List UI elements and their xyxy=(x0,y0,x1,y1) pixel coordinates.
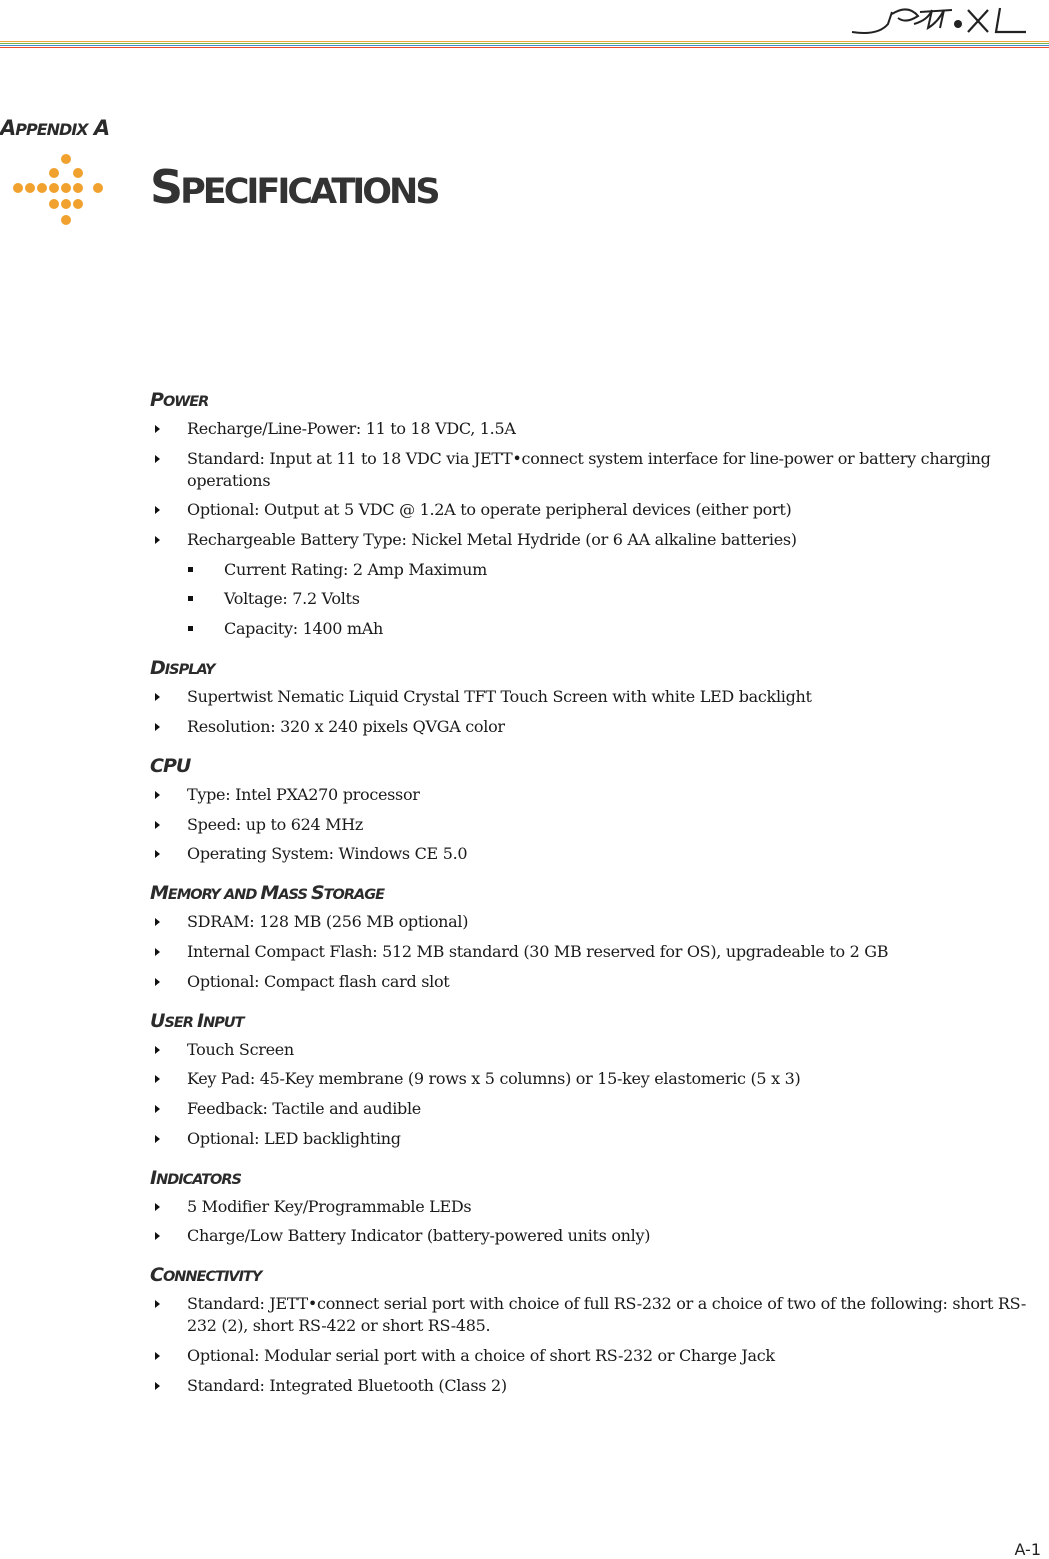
header-stripe xyxy=(0,45,1049,46)
list-item-text: Recharge/Line-Power: 11 to 18 VDC, 1.5A xyxy=(187,419,516,438)
heading-rest: ONNECTIVITY xyxy=(162,1269,262,1286)
memory-list xyxy=(150,911,1040,992)
specifications-content xyxy=(150,382,1040,1407)
list-item xyxy=(150,911,1040,933)
bullet-arrow-icon xyxy=(155,506,160,514)
connectivity-list xyxy=(150,1293,1040,1396)
bullet-square-icon xyxy=(188,596,193,601)
user-input-list xyxy=(150,1039,1040,1150)
heading-rest: ISPLAY xyxy=(164,662,215,679)
bullet-arrow-icon xyxy=(155,1300,160,1308)
list-item xyxy=(150,1039,1040,1061)
sub-list-item xyxy=(150,559,1040,581)
bullet-arrow-icon xyxy=(155,723,160,731)
list-item-text: Rechargeable Battery Type: Nickel Metal Hydride (or 6 AA alkaline batteries) xyxy=(187,530,797,550)
list-item xyxy=(150,941,1040,963)
heading-initial: CPU xyxy=(150,754,191,777)
list-item-text: Optional: LED backlighting xyxy=(187,1128,401,1148)
page-number: A-1 xyxy=(1014,1540,1041,1559)
bullet-arrow-icon xyxy=(155,455,160,463)
bullet-arrow-icon xyxy=(155,536,160,544)
list-item xyxy=(150,971,1040,993)
page-title xyxy=(150,160,438,214)
list-item-text: Optional: Compact flash card slot xyxy=(187,971,450,991)
power-list xyxy=(150,418,1040,640)
heading-initial: C xyxy=(150,1264,163,1287)
heading-rest: OWER xyxy=(162,394,209,410)
list-item xyxy=(150,1225,1040,1247)
bullet-arrow-icon xyxy=(155,1203,160,1211)
list-item xyxy=(150,1128,1040,1150)
section-heading-user-input xyxy=(150,1003,1040,1039)
sub-list-item xyxy=(150,618,1040,640)
list-item-text: Optional: Modular serial port with a choice of short RS-232 or Charge Jack xyxy=(187,1346,775,1365)
list-item-text: Operating System: Windows CE 5.0 xyxy=(187,844,468,864)
list-item xyxy=(150,784,1040,806)
bullet-arrow-icon xyxy=(155,1046,160,1054)
heading-initial: I xyxy=(197,1009,204,1032)
bullet-arrow-icon xyxy=(155,918,160,926)
list-item-text: Standard: Integrated Bluetooth (Class 2) xyxy=(187,1375,507,1395)
cpu-list xyxy=(150,784,1040,865)
header-stripe xyxy=(0,47,1049,48)
bullet-arrow-icon xyxy=(155,978,160,986)
bullet-square-icon xyxy=(188,626,193,631)
bullet-arrow-icon xyxy=(155,1105,160,1113)
heading-initial: D xyxy=(150,657,165,680)
list-item xyxy=(150,529,1040,551)
list-item xyxy=(150,1345,1040,1367)
list-item-text: Charge/Low Battery Indicator (battery-powered units only) xyxy=(187,1226,651,1246)
list-item-text: Internal Compact Flash: 512 MB standard (30 MB reserved for OS), upgradeable to 2 GB xyxy=(187,941,889,961)
sub-list-item xyxy=(150,588,1040,610)
section-heading-memory xyxy=(150,875,1040,911)
heading-initial: I xyxy=(150,1166,157,1189)
bullet-arrow-icon xyxy=(155,948,160,956)
list-item-text: Touch Screen xyxy=(187,1039,294,1059)
list-item-text: Key Pad: 45-Key membrane (9 rows x 5 columns) or 15-key elastomeric (5 x 3) xyxy=(187,1069,801,1089)
bullet-arrow-icon xyxy=(155,1382,160,1390)
section-heading-indicators xyxy=(150,1160,1040,1196)
list-item-text: Resolution: 320 x 240 pixels QVGA color xyxy=(187,716,505,736)
heading-rest: SER xyxy=(164,1014,197,1031)
heading-rest: NDICATORS xyxy=(156,1171,241,1188)
list-item xyxy=(150,499,1040,521)
appendix-label xyxy=(0,116,109,140)
bullet-arrow-icon xyxy=(155,1135,160,1143)
heading-initial: U xyxy=(150,1009,165,1032)
heading-initial: P xyxy=(150,389,163,411)
list-item-text: Optional: Output at 5 VDC @ 1.2A to operate peripheral devices (either port) xyxy=(187,500,792,520)
title-initial: S xyxy=(150,160,181,214)
heading-rest: ASS xyxy=(278,887,311,904)
list-item-text: Feedback: Tactile and audible xyxy=(187,1098,421,1118)
bullet-arrow-icon xyxy=(155,791,160,799)
section-heading-display xyxy=(150,650,1040,686)
header-stripe xyxy=(0,41,1049,42)
bullet-arrow-icon xyxy=(155,1232,160,1240)
bullet-arrow-icon xyxy=(155,693,160,701)
section-heading-connectivity xyxy=(150,1257,1040,1293)
heading-initial: M xyxy=(260,882,279,905)
list-item xyxy=(150,814,1040,836)
list-item-text: 5 Modifier Key/Programmable LEDs xyxy=(187,1196,472,1216)
list-item xyxy=(150,1293,1040,1337)
bullet-arrow-icon xyxy=(155,850,160,858)
bullet-arrow-icon xyxy=(155,425,160,433)
sub-list-item-text: Capacity: 1400 mAh xyxy=(224,619,384,639)
heading-initial: M xyxy=(150,882,168,905)
bullet-arrow-icon xyxy=(155,1075,160,1083)
heading-rest: NPUT xyxy=(203,1014,244,1031)
bullet-arrow-icon xyxy=(155,821,160,829)
title-rest: PECIFICATIONS xyxy=(180,172,438,212)
display-list xyxy=(150,686,1040,738)
list-item-text: SDRAM: 128 MB (256 MB optional) xyxy=(187,912,469,932)
header-stripe xyxy=(0,43,1049,44)
section-heading-power xyxy=(150,382,1040,418)
list-item xyxy=(150,1196,1040,1218)
list-item xyxy=(150,716,1040,738)
list-item-text: Standard: Input at 11 to 18 VDC via JETT•connect system interface for line-power or battery charging operations xyxy=(187,448,991,490)
list-item xyxy=(150,1375,1040,1397)
section-heading-cpu xyxy=(150,748,1040,784)
list-item xyxy=(150,1098,1040,1120)
list-item-text: Speed: up to 624 MHz xyxy=(187,814,364,834)
heading-rest: EMORY AND xyxy=(167,887,261,904)
list-item xyxy=(150,686,1040,708)
jett-xl-logo xyxy=(848,2,1038,38)
bullet-arrow-icon xyxy=(155,1352,160,1360)
heading-rest: TORAGE xyxy=(323,887,385,904)
list-item-text: Type: Intel PXA270 processor xyxy=(187,784,420,804)
indicators-list xyxy=(150,1196,1040,1248)
list-item xyxy=(150,448,1040,492)
sub-list-item-text: Current Rating: 2 Amp Maximum xyxy=(224,559,487,579)
decorative-dots-icon xyxy=(12,150,108,230)
list-item xyxy=(150,1068,1040,1090)
appendix-initial: A xyxy=(0,116,16,140)
list-item-text: Supertwist Nematic Liquid Crystal TFT Touch Screen with white LED backlight xyxy=(187,687,812,707)
list-item xyxy=(150,418,1040,440)
list-item-text: Standard: JETT•connect serial port with choice of full RS-232 or a choice of two of the following: short RS-232 (2), short RS-422 or short RS-485. xyxy=(187,1294,1027,1336)
sub-list-item-text: Voltage: 7.2 Volts xyxy=(224,589,360,609)
appendix-letter: A xyxy=(93,116,110,140)
bullet-square-icon xyxy=(188,567,193,572)
heading-initial: S xyxy=(310,882,324,905)
appendix-rest: PPENDIX xyxy=(15,120,88,139)
list-item xyxy=(150,843,1040,865)
